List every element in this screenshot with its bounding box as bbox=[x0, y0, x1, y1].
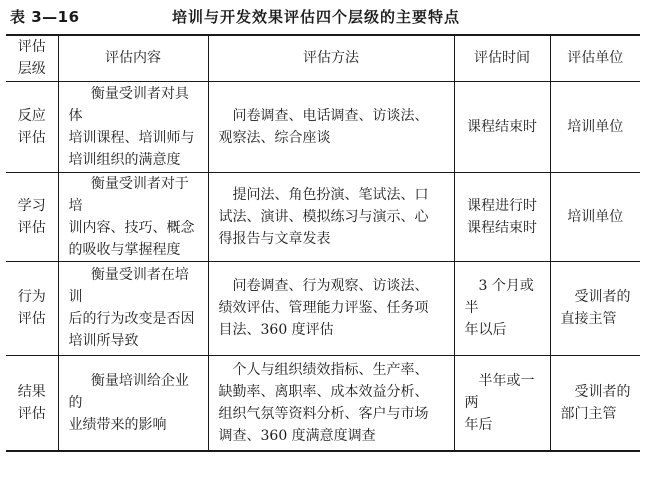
method-line: 提问法、角色扮演、笔试法、口 bbox=[232, 186, 429, 203]
method-line: 观察法、综合座谈 bbox=[218, 129, 331, 146]
time-line: 年后 bbox=[464, 416, 493, 433]
time-cell bbox=[454, 81, 550, 172]
content-line: 培训所导致 bbox=[68, 333, 139, 349]
unit-cell bbox=[550, 355, 640, 451]
method-line: 个人与组织绩效指标、生产率、 bbox=[232, 361, 429, 378]
method-line: 组织气氛等资料分析、客户与市场 bbox=[218, 405, 429, 422]
level-line: 评估 bbox=[17, 405, 46, 422]
level-cell bbox=[6, 172, 58, 261]
table-row-reaction bbox=[6, 81, 640, 172]
time-line: 课程进行时 bbox=[467, 197, 537, 214]
content-line: 培训课程、培训师与 bbox=[68, 129, 195, 146]
unit-cell bbox=[550, 81, 640, 172]
level-cell bbox=[6, 81, 58, 172]
content-cell bbox=[58, 81, 208, 172]
time-cell bbox=[454, 172, 550, 261]
unit-line: 部门主管 bbox=[560, 405, 617, 422]
level-cell bbox=[6, 355, 58, 451]
content-line: 训内容、技巧、概念 bbox=[68, 219, 195, 236]
unit-line: 受训者的 bbox=[574, 289, 631, 305]
header-level bbox=[6, 35, 58, 81]
unit-line: 培训单位 bbox=[567, 118, 624, 135]
time-line: 半年或一两 bbox=[464, 372, 535, 411]
table-row-learning bbox=[6, 172, 640, 261]
header-level-line: 层级 bbox=[17, 61, 46, 78]
header-content: 评估内容 bbox=[58, 35, 208, 81]
content-line: 后的行为改变是否因 bbox=[68, 311, 195, 327]
content-line: 衡量培训给企业的 bbox=[68, 372, 189, 411]
content-line: 衡量受训者对具体 bbox=[68, 85, 189, 124]
table-number: 表 3—16 bbox=[10, 8, 80, 26]
method-line: 问卷调查、行为观察、访谈法、 bbox=[232, 278, 429, 294]
content-line: 培训组织的满意度 bbox=[68, 151, 181, 168]
header-unit: 评估单位 bbox=[550, 35, 640, 81]
method-line: 缺勤率、离职率、成本效益分析、 bbox=[218, 383, 429, 400]
level-line: 学习 bbox=[17, 197, 46, 214]
level-cell bbox=[6, 261, 58, 355]
evaluation-levels-table bbox=[6, 34, 640, 452]
level-line: 评估 bbox=[17, 129, 46, 146]
method-line: 试法、演讲、模拟练习与演示、心 bbox=[218, 208, 429, 225]
header-method: 评估方法 bbox=[208, 35, 454, 81]
content-line: 的吸收与掌握程度 bbox=[68, 241, 181, 258]
table-row-behavior bbox=[6, 261, 640, 355]
unit-cell bbox=[550, 261, 640, 355]
unit-cell bbox=[550, 172, 640, 261]
content-line: 衡量受训者对于培 bbox=[68, 175, 189, 214]
method-line: 目法、360 度评估 bbox=[218, 322, 334, 338]
content-cell bbox=[58, 261, 208, 355]
time-line: 课程结束时 bbox=[467, 118, 537, 135]
method-cell bbox=[208, 355, 454, 451]
table-caption bbox=[0, 0, 645, 34]
method-line: 得报告与文章发表 bbox=[218, 230, 331, 247]
method-line: 问卷调查、电话调查、访谈法、 bbox=[232, 107, 429, 124]
time-cell bbox=[454, 355, 550, 451]
unit-line: 受训者的 bbox=[574, 383, 631, 400]
content-cell bbox=[58, 355, 208, 451]
level-line: 评估 bbox=[17, 311, 46, 327]
level-line: 结果 bbox=[17, 383, 46, 400]
header-time: 评估时间 bbox=[454, 35, 550, 81]
time-line: 年以后 bbox=[464, 322, 507, 338]
level-line: 反应 bbox=[17, 107, 46, 124]
method-cell bbox=[208, 261, 454, 355]
time-line: 课程结束时 bbox=[467, 219, 537, 236]
time-cell bbox=[454, 261, 550, 355]
content-line: 衡量受训者在培训 bbox=[68, 267, 189, 305]
unit-line: 培训单位 bbox=[567, 208, 624, 225]
header-level-line: 评估 bbox=[17, 39, 46, 56]
level-line: 评估 bbox=[17, 219, 46, 236]
table-title: 培训与开发效果评估四个层级的主要特点 bbox=[172, 8, 461, 26]
unit-line: 直接主管 bbox=[560, 311, 617, 327]
method-line: 调查、360 度满意度调查 bbox=[218, 427, 376, 444]
level-line: 行为 bbox=[17, 289, 46, 305]
table-row-results bbox=[6, 355, 640, 451]
table-header-row bbox=[6, 35, 640, 81]
content-cell bbox=[58, 172, 208, 261]
method-line: 绩效评估、管理能力评鉴、任务项 bbox=[218, 300, 429, 316]
content-line: 业绩带来的影响 bbox=[68, 416, 167, 433]
method-cell bbox=[208, 81, 454, 172]
method-cell bbox=[208, 172, 454, 261]
time-line: 3 个月或半 bbox=[464, 278, 534, 316]
